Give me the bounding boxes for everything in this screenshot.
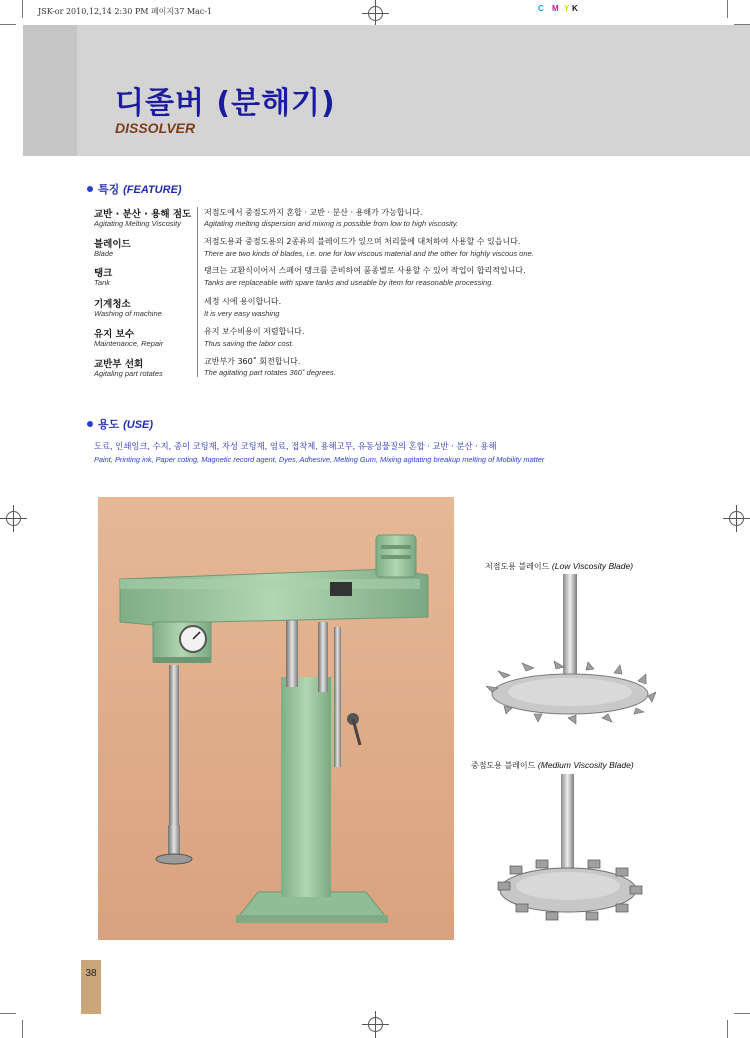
feature-label-en: Agitaling part rotates [94,369,163,378]
feature-desc: 교반부가 360˚ 회전합니다. [204,357,301,366]
bullet-icon [87,421,93,427]
feature-label-en: Agitating Melting Viscosity [94,219,181,228]
feature-label: 유지 보수 [94,329,135,340]
cmyk-mark-c: C [538,4,544,13]
use-text: 도료, 인쇄잉크, 수지, 종이 코팅재, 자성 코팅재, 염료, 접착제, 용해고무, 유동성물질의 혼합 · 교반 · 분산 · 용해 [94,441,497,451]
feature-label: 기계청소 [94,299,131,310]
feature-label-en: Maintenance, Repair [94,339,164,348]
cmyk-mark-m: M [552,4,559,13]
feature-label-en: Tank [94,278,110,287]
feature-desc: 탱크는 교환식이어서 스페어 탱크를 준비하여 품종별로 사용할 수 있어 작업이 합리적입니다. [204,266,526,275]
crop-mark [727,1020,728,1038]
feature-desc-en: There are two kinds of blades, i.e. one for low viscous material and the other for highly viscous one. [204,249,534,258]
use-heading: 용도 (USE) [87,416,153,432]
low-viscosity-blade-photo [486,574,656,730]
feature-label: 교반 · 분산 · 용해 점도 [94,209,192,220]
page-title: 디졸버 (분해기) [115,86,336,121]
feature-heading: 특징 (FEATURE) [87,181,182,197]
feature-label: 블레이드 [94,239,131,250]
crop-mark [727,0,728,18]
page-subtitle: DISSOLVER [115,120,196,136]
feature-desc: 저점도용과 중점도용의 2종류의 블레이드가 있으며 처리물에 대처하여 사용할 수 있읍니다. [204,237,521,246]
registration-mark-top [362,0,389,27]
use-text-en: Paint, Printing ink, Paper coting, Magnetic record agent, Dyes, Adhesive, Melting Gum, Mixing agitating breakup melting of Mobility matter [94,455,545,464]
dissolver-machine-illustration [98,497,454,940]
cmyk-mark-k: K [572,4,578,13]
feature-label: 교반부 선회 [94,359,144,370]
feature-desc: 저점도에서 중점도까지 혼합 · 교반 · 분산 · 용해가 가능합니다. [204,208,423,217]
blade-caption-low: 저점도용 블레이드 (Low Viscosity Blade) [485,561,634,571]
feature-divider [197,207,198,377]
dissolver-machine-photo [98,497,454,940]
page-number: 38 [85,968,97,979]
bullet-icon [87,186,93,192]
feature-label-en: Washing of machine [94,309,162,318]
feature-desc-en: Tanks are replaceable with spare tanks and useable by item for reasonable processing. [204,278,494,287]
feature-desc-en: Thus saving the labor cost. [204,339,294,348]
crop-mark [0,24,16,25]
blade-caption-medium: 중점도용 블레이드 (Medium Viscosity Blade) [471,760,634,770]
feature-desc: 세정 시에 용이합니다. [204,297,282,306]
feature-desc-en: It is very easy washing [204,309,280,318]
feature-desc-en: Agitating melting dispersion and mixing is possible from low to high viscosity. [204,219,459,228]
crop-mark [734,1013,750,1014]
print-slug: JSK-or 2010,12,14 2:30 PM 페이지37 Mac-1 [38,7,213,16]
medium-viscosity-blade-illustration [496,774,656,930]
crop-mark [22,1020,23,1038]
registration-mark-bottom [362,1011,389,1038]
feature-label: 탱크 [94,268,113,279]
registration-mark-left [0,505,27,532]
feature-label-en: Blade [94,249,114,258]
crop-mark [0,1013,16,1014]
feature-desc-en: The agitating part rotates 360˚ degrees. [204,368,336,377]
crop-mark [22,0,23,18]
registration-mark-right [723,505,750,532]
cmyk-mark-y: Y [564,4,570,13]
low-viscosity-blade-illustration [486,574,656,730]
header-band-accent [23,25,77,156]
feature-desc: 유지 보수비용이 저렴합니다. [204,327,305,336]
medium-viscosity-blade-photo [496,774,656,930]
